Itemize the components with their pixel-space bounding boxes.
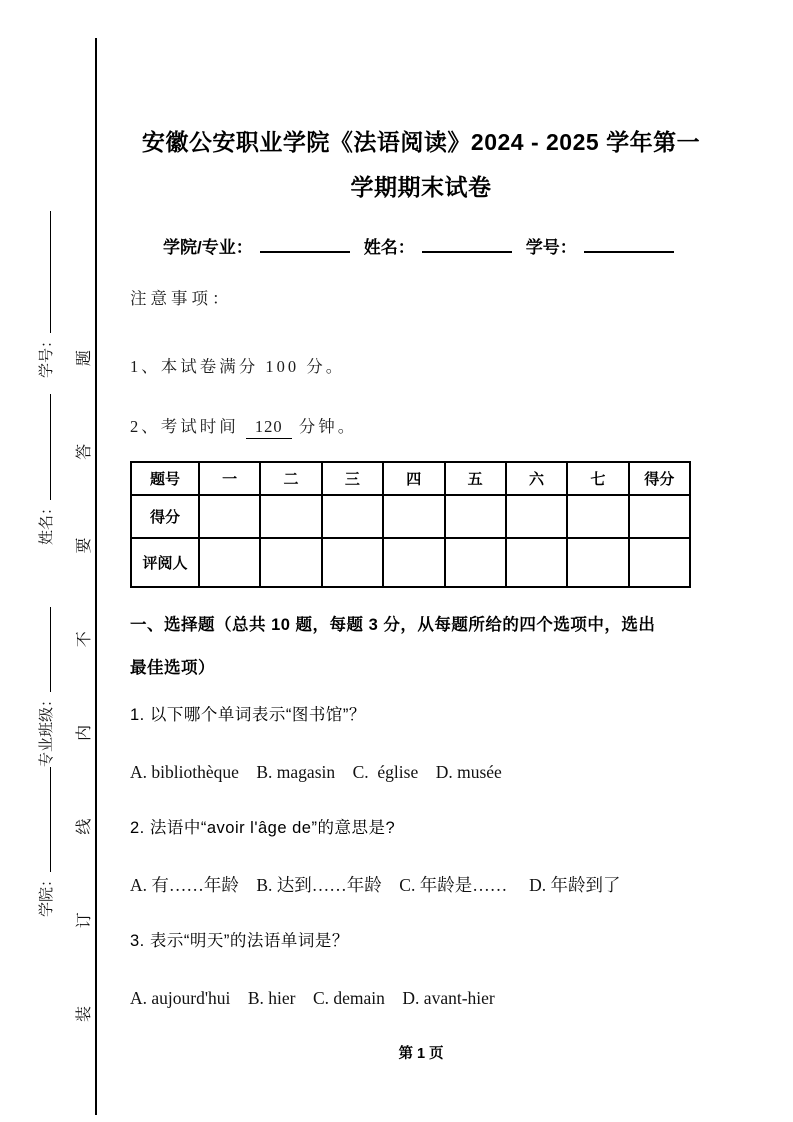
score-table-empty-cell xyxy=(260,495,321,538)
sidebar-field-label-college: 学院： xyxy=(39,871,55,917)
binding-char: 内 xyxy=(76,724,93,741)
question-2-text: 2. 法语中“avoir l'âge de”的意思是? xyxy=(130,819,396,837)
score-table-header-cell: 二 xyxy=(260,462,321,495)
score-table-empty-cell xyxy=(322,495,383,538)
score-table-empty-cell xyxy=(567,495,628,538)
sidebar-blank-line xyxy=(35,607,51,692)
question-2 xyxy=(130,817,712,898)
sidebar-blank-line xyxy=(35,211,51,333)
student-info-line xyxy=(130,236,712,259)
score-table-score-row xyxy=(131,495,690,538)
exam-duration-value: 120 xyxy=(246,416,292,439)
binding-char: 要 xyxy=(76,537,93,554)
score-table-empty-cell xyxy=(322,538,383,587)
info-label-student-id: 学号： xyxy=(525,238,577,257)
sidebar-field-label-major-class: 专业班级： xyxy=(39,691,55,767)
question-1 xyxy=(130,704,712,785)
notice-item-2-prefix: 2、考试时间 xyxy=(130,417,239,436)
score-table-header-cell: 得分 xyxy=(629,462,690,495)
info-blank-student-id xyxy=(584,236,674,253)
score-table-header-cell: 五 xyxy=(445,462,506,495)
score-table-empty-cell xyxy=(506,495,567,538)
score-table xyxy=(130,461,691,588)
sidebar-blank-line xyxy=(35,767,51,872)
score-table-grader-row xyxy=(131,538,690,587)
score-table-empty-cell xyxy=(629,495,690,538)
score-table-empty-cell xyxy=(260,538,321,587)
score-table-empty-cell xyxy=(567,538,628,587)
binding-char: 线 xyxy=(76,818,93,835)
question-3-options: A. aujourd'hui B. hier C. demain D. avant-hier xyxy=(130,988,495,1008)
binding-char: 订 xyxy=(76,912,93,929)
notice-item-2-suffix: 分钟。 xyxy=(298,417,358,436)
question-1-text: 1. 以下哪个单词表示“图书馆”？ xyxy=(130,706,366,724)
section-one-heading-line2: 最佳选项） xyxy=(130,659,215,677)
grader-row-label: 评阅人 xyxy=(131,538,199,587)
binding-fields-rotated-line xyxy=(30,122,64,917)
exam-title-line1: 安徽公安职业学院《法语阅读》2024 - 2025 学年第一 xyxy=(141,129,701,155)
score-table-header-cell: 题号 xyxy=(131,462,199,495)
notice-item-2 xyxy=(130,416,712,439)
page-number-footer: 第 1 页 xyxy=(398,1046,444,1062)
info-label-name: 姓名： xyxy=(363,238,415,257)
sidebar-field-label-student-id: 学号： xyxy=(39,332,55,378)
score-table-empty-cell xyxy=(199,495,260,538)
question-2-options: A. 有……年龄 B. 达到……年龄 C. 年龄是…… D. 年龄到了 xyxy=(130,875,621,895)
notice-heading: 注意事项： xyxy=(130,289,233,308)
info-label-college-major: 学院/专业： xyxy=(163,238,253,257)
binding-notice-rotated-line xyxy=(74,350,96,1022)
question-3-text: 3. 表示“明天”的法语单词是？ xyxy=(130,932,349,950)
score-table-empty-cell xyxy=(506,538,567,587)
info-blank-name xyxy=(422,236,512,253)
score-table-header-cell: 三 xyxy=(322,462,383,495)
sidebar-field-label-name: 姓名： xyxy=(39,499,55,545)
score-table-header-cell: 七 xyxy=(567,462,628,495)
score-table-empty-cell xyxy=(199,538,260,587)
exam-title xyxy=(130,120,712,210)
binding-line-notice xyxy=(74,350,96,1022)
exam-title-line2: 学期期末试卷 xyxy=(350,174,492,200)
info-blank-college-major xyxy=(260,236,350,253)
score-table-header-cell: 一 xyxy=(199,462,260,495)
score-table-empty-cell xyxy=(445,495,506,538)
binding-char: 装 xyxy=(76,1005,93,1022)
notice-item-1: 1、本试卷满分 100 分。 xyxy=(130,357,346,376)
question-1-options: A. bibliothèque B. magasin C. église D. musée xyxy=(130,762,502,782)
score-table-empty-cell xyxy=(445,538,506,587)
binding-margin-fields xyxy=(30,122,64,917)
sidebar-blank-line xyxy=(35,394,51,500)
question-3 xyxy=(130,930,712,1011)
score-table-empty-cell xyxy=(383,538,444,587)
section-one-heading-line1: 一、选择题（总共 10 题，每题 3 分，从每题所给的四个选项中，选出 xyxy=(130,616,656,634)
score-table-header-cell: 四 xyxy=(383,462,444,495)
score-table-header-cell: 六 xyxy=(506,462,567,495)
main-content xyxy=(130,0,712,1011)
binding-char: 不 xyxy=(76,631,93,648)
binding-char: 题 xyxy=(76,350,93,367)
score-table-empty-cell xyxy=(383,495,444,538)
binding-char: 答 xyxy=(76,443,93,460)
score-row-label: 得分 xyxy=(131,495,199,538)
score-table-empty-cell xyxy=(629,538,690,587)
section-one-heading xyxy=(130,604,712,690)
score-table-header-row xyxy=(131,462,690,495)
